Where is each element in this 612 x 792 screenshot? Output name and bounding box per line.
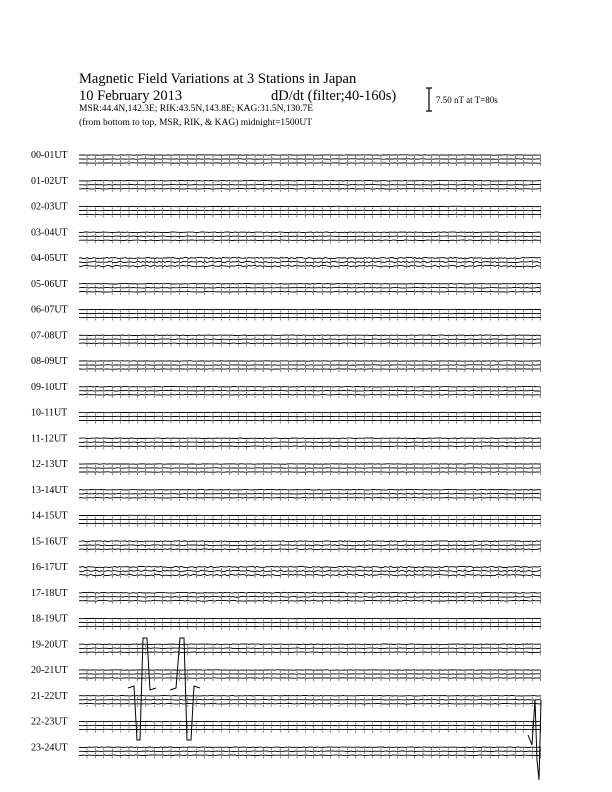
trace-msr [79,240,541,241]
trace-ticks [87,418,541,420]
trace-ticks [87,731,541,733]
trace-rik [79,185,541,186]
trace-ticks [87,336,541,338]
trace-ticks [87,396,541,398]
trace-ticks [87,285,541,287]
trace-ticks [87,190,541,192]
hour-label: 07-08UT [31,330,68,342]
trace-ticks [87,208,541,210]
spike-transient [528,700,541,780]
hour-label: 11-12UT [31,433,68,445]
hour-label: 14-15UT [31,510,68,522]
hour-label: 06-07UT [31,304,68,316]
hour-label: 12-13UT [31,459,68,470]
trace-kag [79,696,541,697]
trace-ticks [87,598,541,600]
trace-ticks [87,675,541,677]
trace-group [79,155,541,780]
trace-ticks [87,550,541,552]
station-list: MSR:44.4N,142.3E; RIK:43.5N,143.8E; KAG:31.5N,130.7E [79,104,314,114]
trace-ticks [87,233,541,235]
trace-rik [79,494,541,495]
trace-ticks [87,370,541,372]
trace-msr [79,600,541,601]
trace-ticks [87,701,541,703]
trace-rik [79,570,541,571]
trace-msr [79,189,541,190]
trace-ticks [87,362,541,364]
trace-ticks [87,241,541,243]
trace-msr [79,755,541,756]
trace-ticks [87,469,541,471]
hour-label: 20-21UT [31,665,68,676]
trace-ticks [87,645,541,647]
trace-ticks [87,679,541,681]
trace-ticks [87,697,541,699]
trace-ticks [87,289,541,291]
chart-quantity: dD/dt (filter;40-160s) [271,88,397,104]
trace-msr [79,265,541,266]
trace-ticks [87,293,541,295]
hour-label: 01-02UT [31,175,68,187]
trace-kag [79,284,541,285]
hour-label: 16-17UT [31,562,68,573]
trace-rik [79,700,541,701]
trace-ticks [87,392,541,394]
hour-label: 19-20UT [31,639,68,651]
trace-rik [79,339,541,340]
station-order-note: (from bottom to top, MSR, RIK, & KAG) midnight=1500UT [79,118,313,128]
trace-msr [79,446,541,447]
trace-ticks [87,723,541,725]
trace-ticks [87,649,541,651]
trace-kag [79,257,541,258]
scale-bar [426,88,432,111]
trace-msr [79,549,541,550]
trace-msr [79,395,541,396]
trace-ticks [87,315,541,317]
trace-ticks [87,752,541,754]
trace-ticks [87,164,541,166]
hour-label: 21-22UT [31,690,68,702]
trace-rik [79,648,541,649]
trace-ticks [87,414,541,416]
trace-msr [79,343,541,344]
trace-ticks [87,495,541,497]
trace-ticks [87,576,541,578]
hour-label: 17-18UT [31,587,68,599]
trace-ticks [87,572,541,574]
trace-ticks [87,216,541,218]
trace-ticks [87,748,541,750]
trace-rik [79,442,541,443]
chart-date: 10 February 2013 [79,88,183,104]
trace-ticks [87,212,541,214]
hour-label: 08-09UT [31,356,68,367]
hour-label: 13-14UT [31,484,68,496]
trace-ticks [87,727,541,729]
trace-ticks [87,340,541,342]
trace-kag [79,438,541,439]
trace-ticks [87,542,541,544]
trace-ticks [87,447,541,449]
trace-ticks [87,473,541,475]
trace-ticks [87,525,541,527]
trace-kag [79,387,541,388]
trace-kag [79,592,541,593]
trace-ticks [87,546,541,548]
trace-ticks [87,705,541,707]
trace-msr [79,574,541,575]
trace-ticks [87,319,541,321]
trace-kag [79,232,541,233]
hour-label: 05-06UT [31,278,68,290]
hour-label: 22-23UT [31,716,68,728]
trace-rik [79,236,541,237]
hour-label: 23-24UT [31,742,68,754]
trace-ticks [87,594,541,596]
trace-msr [79,704,541,705]
trace-rik [79,545,541,546]
hour-label: 18-19UT [31,613,68,625]
trace-ticks [87,160,541,162]
trace-ticks [87,263,541,265]
trace-ticks [87,491,541,493]
trace-rik [79,261,541,262]
trace-ticks [87,671,541,673]
trace-ticks [87,182,541,184]
spike-transient [128,638,156,740]
trace-ticks [87,156,541,158]
hour-labels [31,150,68,753]
trace-ticks [87,237,541,239]
trace-ticks [87,311,541,313]
trace-ticks [87,443,541,445]
trace-kag [79,566,541,567]
hour-label: 10-11UT [31,407,68,419]
trace-ticks [87,568,541,570]
trace-kag [79,747,541,748]
trace-ticks [87,620,541,622]
trace-ticks [87,366,541,368]
scale-label: 7.50 nT at T=80s [436,95,498,105]
trace-kag [79,490,541,491]
trace-ticks [87,499,541,501]
trace-ticks [87,344,541,346]
trace-msr [79,292,541,293]
trace-ticks [87,422,541,424]
hour-label: 02-03UT [31,201,68,213]
trace-rik [79,391,541,392]
hour-label: 15-16UT [31,536,68,548]
trace-kag [79,181,541,182]
trace-kag [79,335,541,336]
trace-ticks [87,517,541,519]
trace-ticks [87,756,541,758]
trace-ticks [87,186,541,188]
trace-kag [79,644,541,645]
trace-msr [79,498,541,499]
trace-ticks [87,388,541,390]
trace-ticks [87,521,541,523]
trace-ticks [87,628,541,630]
spike-transient [170,638,200,740]
hour-label: 03-04UT [31,227,68,239]
trace-ticks [87,624,541,626]
trace-kag [79,541,541,542]
hour-label: 09-10UT [31,381,68,393]
trace-ticks [87,653,541,655]
chart-title: Magnetic Field Variations at 3 Stations in Japan [79,71,357,87]
trace-rik [79,288,541,289]
trace-rik [79,751,541,752]
trace-ticks [87,602,541,604]
trace-ticks [87,267,541,269]
trace-rik [79,596,541,597]
trace-ticks [87,439,541,441]
trace-ticks [87,259,541,261]
hour-label: 04-05UT [31,253,68,264]
trace-ticks [87,465,541,467]
hour-label: 00-01UT [31,150,68,161]
